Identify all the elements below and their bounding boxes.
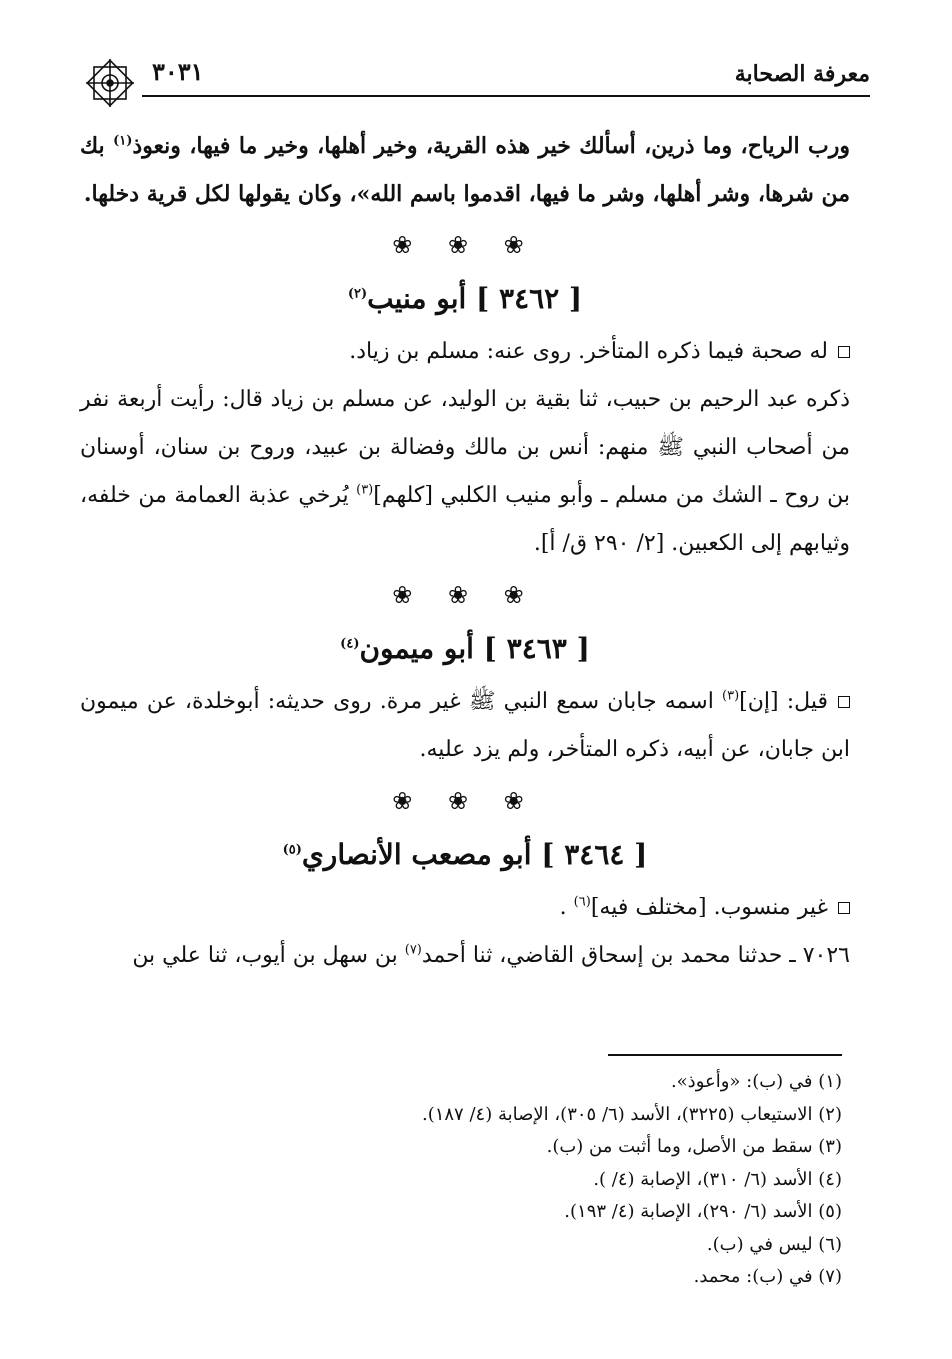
footnote-item: (١) في (ب): «وأعوذ». [670, 1071, 842, 1092]
square-bullet-icon [838, 902, 850, 914]
footnote-marker: (٥) [282, 842, 302, 858]
footnote-marker: (٦) [573, 894, 591, 910]
entry-title: [ ٣٤٦٣ ] أبو ميمون$^{(٤)}$ [340, 632, 590, 665]
intro-line-2: بك من شرها، وشر أهلها، وشر ما فيها، اقدموا باسم الله»، وكان يقولها لكل قرية [80, 133, 850, 207]
footnote-marker: (١) [113, 133, 133, 149]
hadith-paragraph: ٧٠٢٦ ـ حدثنا محمد بن إسحاق القاضي، ثنا أحمد$^{(٧)}$ بن سهل بن أيوب، ثنا علي بن [132, 942, 850, 968]
section-separator: ❀ ❀ ❀ [392, 581, 538, 609]
entry-lead: قيل: [إن]$^{(٣)}$ اسمه جابان سمع النبي ﷺ غير مرة. روى حديثه: أبوخلدة، عن ميمون ابن جابان، عن أبيه، ذكره المتأخر، ولم يزد عليه. [80, 688, 850, 762]
running-title: معرفة الصحابة [734, 61, 870, 87]
footnote-marker: (٧) [404, 942, 422, 958]
intro-line-3: دخلها. [83, 181, 140, 207]
section-separator: ❀ ❀ ❀ [392, 231, 538, 259]
square-bullet-icon [838, 346, 850, 358]
footnote-item: (٥) الأسد (٦/ ٢٩٠)، الإصابة (٤/ ١٩٣). [564, 1201, 842, 1222]
main-text [80, 122, 850, 980]
footnote-marker: (٤) [340, 636, 360, 652]
footnote-marker: (٢) [347, 286, 368, 302]
footnotes [80, 1066, 842, 1294]
footnote-item: (٢) الاستيعاب (٣٢٢٥)، الأسد (٦/ ٣٠٥)، الإصابة (٤/ ١٨٧). [421, 1103, 842, 1125]
entry-paragraph: ذكره عبد الرحيم بن حبيب، ثنا بقية بن الوليد، عن مسلم بن زياد قال: رأيت أربعة نفر من أصحاب النبي ﷺ منهم: أنس بن مالك وفضالة بن عبيد، وروح بن سنان، أوسنان بن روح ـ الشك من مسلم ـ وأبو منيب الكلبي [كلهم]$^{(٣)}$ يُرخي عذبة العمامة من خلفه، وثيابهم إلى الكعبين. [٢/ ٢٩٠ ق/ أ]. [80, 387, 851, 556]
intro-paragraph [80, 122, 850, 218]
entry-lead: له صحبة فيما ذكره المتأخر. روى عنه: مسلم بن زياد. [80, 328, 850, 376]
page-header [80, 55, 870, 111]
entry-lead: غير منسوب. [مختلف فيه]$^{(٦)}$ . [80, 884, 850, 932]
entry-title: [ ٣٤٦٢ ] أبو منيب$^{(٢)}$ [347, 282, 583, 315]
footnote-marker: (٣) [722, 688, 740, 704]
intro-line-1: ورب الرياح، وما ذرين، أسألك خير هذه القرية، وخير أهلها، وخير ما فيها، ونعوذ [132, 133, 850, 159]
ornament-icon [80, 55, 140, 111]
footnote-rule [608, 1054, 842, 1056]
header-rule [142, 95, 870, 97]
page-number: ٣٠٣١ [152, 57, 204, 86]
footnote-item: (٧) في (ب): محمد. [693, 1266, 842, 1287]
footnote-item: (٣) سقط من الأصل، وما أثبت من (ب). [546, 1136, 842, 1157]
footnote-marker: (٣) [356, 482, 374, 498]
footnote-item: (٦) ليس في (ب). [706, 1233, 842, 1255]
footnote-item: (٤) الأسد (٦/ ٣١٠)، الإصابة (٤/ ). [593, 1168, 842, 1190]
entry-title: [ ٣٤٦٤ ] أبو مصعب الأنصاري$^{(٥)}$ [282, 838, 648, 871]
square-bullet-icon [838, 696, 850, 708]
section-separator: ❀ ❀ ❀ [392, 787, 538, 815]
